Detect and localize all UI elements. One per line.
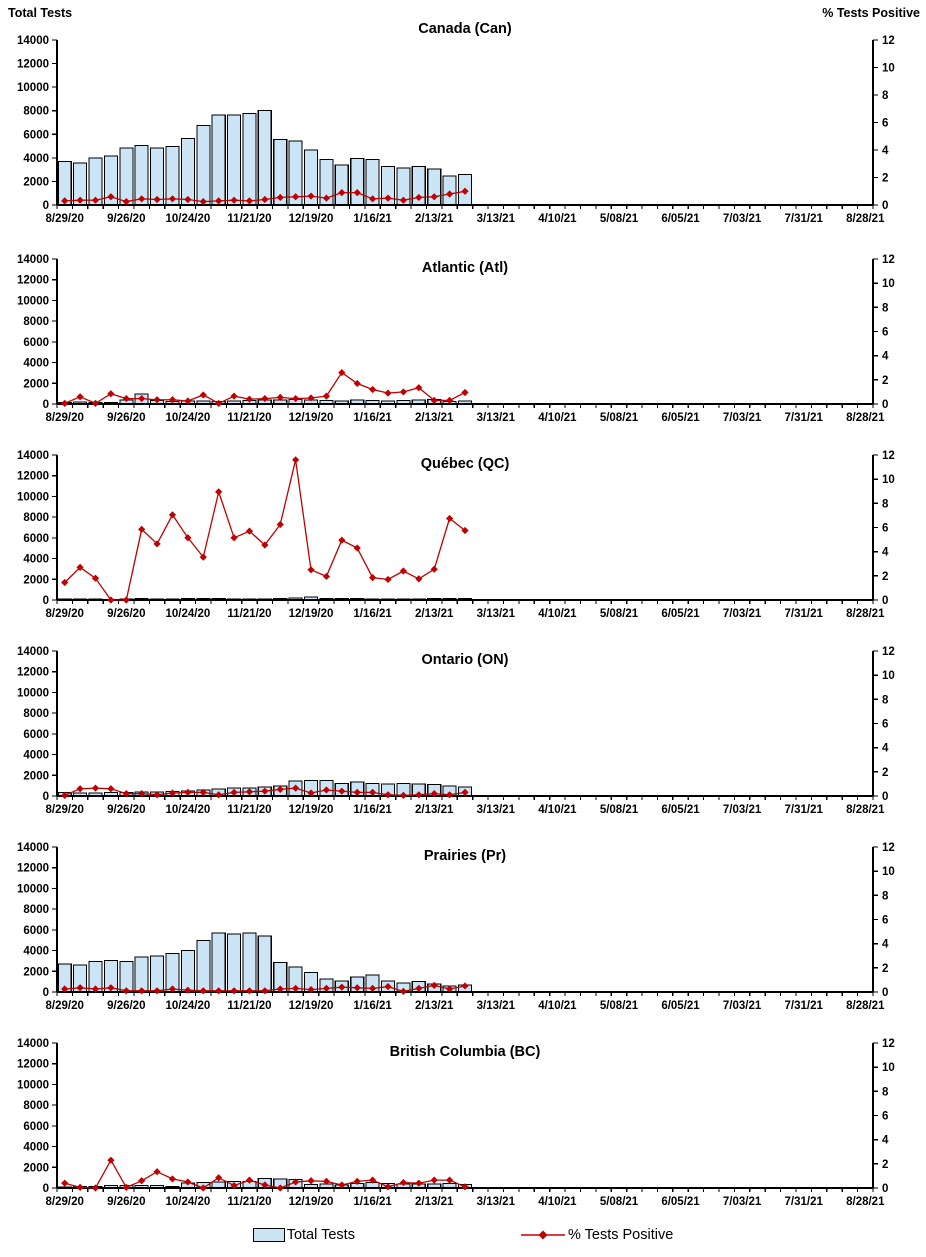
svg-text:2: 2 (882, 766, 889, 779)
svg-text:7/03/21: 7/03/21 (722, 1196, 762, 1208)
svg-text:6/05/21: 6/05/21 (661, 608, 700, 620)
svg-text:2000: 2000 (23, 378, 49, 391)
svg-text:6: 6 (882, 522, 889, 535)
svg-text:5/08/21: 5/08/21 (599, 1196, 639, 1208)
svg-text:14000: 14000 (17, 254, 49, 266)
svg-text:6000: 6000 (23, 532, 49, 545)
svg-text:3/13/21: 3/13/21 (476, 1000, 515, 1012)
svg-text:4/10/21: 4/10/21 (538, 1196, 577, 1208)
svg-text:7/03/21: 7/03/21 (722, 608, 762, 620)
svg-text:12: 12 (882, 254, 895, 266)
svg-text:5/08/21: 5/08/21 (599, 213, 639, 225)
svg-text:6: 6 (882, 117, 889, 130)
axes (52, 1043, 878, 1192)
svg-text:8000: 8000 (23, 316, 49, 329)
right-axis-title: % Tests Positive (822, 6, 920, 20)
ontario-chart (0, 624, 926, 820)
svg-text:7/31/21: 7/31/21 (784, 412, 823, 424)
svg-text:11/21/20: 11/21/20 (227, 1000, 272, 1012)
svg-text:0: 0 (882, 987, 889, 999)
svg-text:5/08/21: 5/08/21 (599, 412, 639, 424)
svg-text:6: 6 (882, 1110, 889, 1123)
svg-text:10000: 10000 (17, 883, 49, 896)
svg-text:10: 10 (882, 278, 895, 291)
svg-text:4: 4 (882, 742, 889, 755)
svg-text:8/29/20: 8/29/20 (45, 1196, 84, 1208)
svg-text:11/21/20: 11/21/20 (227, 608, 272, 620)
legend-pct-positive (520, 1227, 673, 1243)
svg-text:4000: 4000 (23, 553, 49, 566)
svg-text:7/03/21: 7/03/21 (722, 412, 762, 424)
svg-text:12000: 12000 (17, 470, 49, 483)
svg-text:7/03/21: 7/03/21 (722, 213, 762, 225)
svg-text:0: 0 (42, 791, 49, 803)
panel-title: British Columbia (BC) (389, 1044, 541, 1060)
svg-text:7/31/21: 7/31/21 (784, 1196, 823, 1208)
svg-text:10000: 10000 (17, 491, 49, 504)
svg-text:4/10/21: 4/10/21 (538, 1000, 577, 1012)
svg-text:10/24/20: 10/24/20 (165, 804, 211, 816)
svg-text:2/13/21: 2/13/21 (415, 1000, 454, 1012)
svg-text:7/31/21: 7/31/21 (784, 804, 823, 816)
svg-text:8/29/20: 8/29/20 (45, 804, 84, 816)
svg-text:8/29/20: 8/29/20 (45, 213, 84, 225)
svg-text:8000: 8000 (23, 708, 49, 721)
svg-text:4000: 4000 (23, 749, 49, 762)
svg-text:2/13/21: 2/13/21 (415, 804, 454, 816)
svg-text:12/19/20: 12/19/20 (288, 1000, 334, 1012)
chart-panel-quebec (0, 428, 926, 624)
svg-text:9/26/20: 9/26/20 (107, 1196, 146, 1208)
svg-text:5/08/21: 5/08/21 (599, 804, 639, 816)
chart-panel-ontario (0, 624, 926, 820)
svg-text:14000: 14000 (17, 35, 49, 47)
panel-title: Canada (Can) (418, 21, 512, 37)
svg-text:12/19/20: 12/19/20 (288, 213, 334, 225)
svg-text:2: 2 (882, 374, 889, 387)
svg-text:1/16/21: 1/16/21 (353, 412, 392, 424)
svg-text:6/05/21: 6/05/21 (661, 1000, 700, 1012)
chart-panel-prairies (0, 820, 926, 1016)
svg-text:0: 0 (882, 595, 889, 607)
svg-text:8/28/21: 8/28/21 (846, 412, 885, 424)
pct-positive-line (65, 460, 465, 600)
svg-text:4/10/21: 4/10/21 (538, 608, 577, 620)
svg-text:8000: 8000 (23, 512, 49, 525)
svg-text:9/26/20: 9/26/20 (107, 412, 146, 424)
svg-text:6/05/21: 6/05/21 (661, 213, 700, 225)
svg-text:0: 0 (882, 399, 889, 411)
svg-text:12: 12 (882, 450, 895, 462)
svg-text:10/24/20: 10/24/20 (165, 608, 211, 620)
svg-text:12/19/20: 12/19/20 (288, 412, 334, 424)
svg-text:8: 8 (882, 302, 889, 315)
svg-text:10000: 10000 (17, 295, 49, 308)
svg-text:12/19/20: 12/19/20 (288, 608, 334, 620)
svg-text:10/24/20: 10/24/20 (165, 1196, 211, 1208)
svg-text:10: 10 (882, 1062, 895, 1075)
svg-text:14000: 14000 (17, 646, 49, 658)
svg-text:6: 6 (882, 718, 889, 731)
svg-text:2000: 2000 (23, 966, 49, 979)
svg-text:0: 0 (882, 1183, 889, 1195)
svg-text:4/10/21: 4/10/21 (538, 412, 577, 424)
legend-pct-positive-label: % Tests Positive (567, 1226, 674, 1243)
svg-text:4/10/21: 4/10/21 (538, 213, 577, 225)
svg-text:9/26/20: 9/26/20 (107, 1000, 146, 1012)
svg-text:8000: 8000 (23, 105, 49, 118)
svg-text:10: 10 (882, 62, 895, 75)
chart-panel-bc (0, 1016, 926, 1212)
svg-text:10000: 10000 (17, 82, 49, 95)
svg-text:12000: 12000 (17, 666, 49, 679)
bc-chart (0, 1016, 926, 1212)
total-tests-swatch-icon (253, 1228, 285, 1242)
total-tests-bars (58, 111, 471, 205)
svg-text:6: 6 (882, 326, 889, 339)
svg-text:12: 12 (882, 35, 895, 47)
svg-text:1/16/21: 1/16/21 (353, 1000, 392, 1012)
svg-text:6000: 6000 (23, 924, 49, 937)
svg-text:10/24/20: 10/24/20 (165, 412, 211, 424)
svg-text:8: 8 (882, 890, 889, 903)
svg-text:4/10/21: 4/10/21 (538, 804, 577, 816)
svg-text:8000: 8000 (23, 904, 49, 917)
chart-legend (0, 1212, 926, 1257)
legend-total-tests-label: Total Tests (286, 1226, 355, 1243)
svg-text:12: 12 (882, 842, 895, 854)
svg-text:2/13/21: 2/13/21 (415, 412, 454, 424)
svg-text:10/24/20: 10/24/20 (165, 213, 211, 225)
svg-text:6000: 6000 (23, 336, 49, 349)
svg-text:3/13/21: 3/13/21 (476, 412, 515, 424)
chart-panel-canada (0, 0, 926, 232)
svg-text:1/16/21: 1/16/21 (353, 608, 392, 620)
svg-text:3/13/21: 3/13/21 (476, 1196, 515, 1208)
svg-text:9/26/20: 9/26/20 (107, 213, 146, 225)
svg-text:8: 8 (882, 90, 889, 102)
svg-text:8000: 8000 (23, 1100, 49, 1113)
svg-text:5/08/21: 5/08/21 (599, 608, 639, 620)
svg-text:2/13/21: 2/13/21 (415, 608, 454, 620)
svg-text:12/19/20: 12/19/20 (288, 1196, 334, 1208)
svg-text:12: 12 (882, 1038, 895, 1050)
svg-text:1/16/21: 1/16/21 (353, 804, 392, 816)
svg-text:3/13/21: 3/13/21 (476, 213, 515, 225)
axes (52, 259, 878, 408)
svg-text:6000: 6000 (23, 728, 49, 741)
legend-total-tests (253, 1227, 355, 1243)
svg-text:10: 10 (882, 866, 895, 879)
svg-text:0: 0 (42, 399, 49, 411)
svg-text:12: 12 (882, 646, 895, 658)
svg-text:10/24/20: 10/24/20 (165, 1000, 211, 1012)
svg-text:4000: 4000 (23, 1141, 49, 1154)
svg-text:14000: 14000 (17, 842, 49, 854)
svg-text:8: 8 (882, 498, 889, 511)
svg-text:0: 0 (42, 595, 49, 607)
svg-text:12000: 12000 (17, 274, 49, 287)
svg-text:10000: 10000 (17, 687, 49, 700)
svg-text:1/16/21: 1/16/21 (353, 1196, 392, 1208)
svg-text:7/31/21: 7/31/21 (784, 1000, 823, 1012)
svg-text:12000: 12000 (17, 862, 49, 875)
svg-text:2: 2 (882, 172, 889, 185)
total-tests-bars (58, 933, 471, 992)
svg-text:12/19/20: 12/19/20 (288, 804, 334, 816)
svg-text:3/13/21: 3/13/21 (476, 608, 515, 620)
svg-text:4: 4 (882, 350, 889, 363)
panel-title: Prairies (Pr) (423, 848, 507, 864)
svg-text:8/28/21: 8/28/21 (846, 1196, 885, 1208)
svg-text:11/21/20: 11/21/20 (227, 213, 272, 225)
svg-text:8/28/21: 8/28/21 (846, 1000, 885, 1012)
svg-text:8: 8 (882, 694, 889, 707)
svg-text:6/05/21: 6/05/21 (661, 804, 700, 816)
svg-text:4000: 4000 (23, 152, 49, 165)
svg-text:6000: 6000 (23, 129, 49, 142)
svg-text:2: 2 (882, 962, 889, 975)
svg-text:4: 4 (882, 1134, 889, 1147)
svg-text:2/13/21: 2/13/21 (415, 213, 454, 225)
svg-text:9/26/20: 9/26/20 (107, 608, 146, 620)
svg-text:12000: 12000 (17, 1058, 49, 1071)
svg-text:4000: 4000 (23, 357, 49, 370)
svg-text:14000: 14000 (17, 1038, 49, 1050)
svg-text:0: 0 (42, 1183, 49, 1195)
svg-text:6: 6 (882, 914, 889, 927)
svg-text:2/13/21: 2/13/21 (415, 1196, 454, 1208)
svg-text:7/03/21: 7/03/21 (722, 804, 762, 816)
svg-text:4: 4 (882, 938, 889, 951)
svg-text:8/29/20: 8/29/20 (45, 412, 84, 424)
svg-text:8/28/21: 8/28/21 (846, 213, 885, 225)
svg-text:8/29/20: 8/29/20 (45, 608, 84, 620)
svg-text:2: 2 (882, 570, 889, 583)
svg-text:1/16/21: 1/16/21 (353, 213, 392, 225)
panel-title: Atlantic (Atl) (421, 260, 509, 276)
svg-text:5/08/21: 5/08/21 (599, 1000, 639, 1012)
svg-text:7/31/21: 7/31/21 (784, 213, 823, 225)
svg-text:8/29/20: 8/29/20 (45, 1000, 84, 1012)
pct-positive-line-icon (520, 1229, 566, 1241)
svg-text:4: 4 (882, 145, 889, 157)
panel-title: Ontario (ON) (421, 652, 509, 668)
svg-text:2000: 2000 (23, 770, 49, 783)
svg-text:2000: 2000 (23, 1162, 49, 1175)
svg-text:6/05/21: 6/05/21 (661, 1196, 700, 1208)
svg-text:2: 2 (882, 1158, 889, 1171)
svg-text:7/03/21: 7/03/21 (722, 1000, 762, 1012)
svg-text:10: 10 (882, 474, 895, 487)
quebec-chart (0, 428, 926, 624)
svg-text:11/21/20: 11/21/20 (227, 412, 272, 424)
pct-positive-markers (61, 456, 469, 603)
svg-text:2000: 2000 (23, 574, 49, 587)
chart-panel-atlantic (0, 232, 926, 428)
svg-text:0: 0 (42, 200, 49, 212)
svg-text:4: 4 (882, 546, 889, 559)
svg-text:6000: 6000 (23, 1120, 49, 1133)
svg-text:12000: 12000 (17, 58, 49, 71)
svg-text:2000: 2000 (23, 176, 49, 189)
svg-text:4000: 4000 (23, 945, 49, 958)
svg-text:6/05/21: 6/05/21 (661, 412, 700, 424)
prairies-chart (0, 820, 926, 1016)
svg-text:3/13/21: 3/13/21 (476, 804, 515, 816)
left-axis-title: Total Tests (8, 6, 73, 20)
svg-text:0: 0 (882, 200, 889, 212)
svg-text:9/26/20: 9/26/20 (107, 804, 146, 816)
svg-text:7/31/21: 7/31/21 (784, 608, 823, 620)
svg-text:11/21/20: 11/21/20 (227, 1196, 272, 1208)
svg-text:10000: 10000 (17, 1079, 49, 1092)
svg-text:8/28/21: 8/28/21 (846, 608, 885, 620)
canada-chart (0, 0, 926, 232)
svg-text:0: 0 (882, 791, 889, 803)
svg-text:8/28/21: 8/28/21 (846, 804, 885, 816)
svg-text:14000: 14000 (17, 450, 49, 462)
atlantic-chart (0, 232, 926, 428)
svg-text:11/21/20: 11/21/20 (227, 804, 272, 816)
axes (52, 651, 878, 800)
panel-title: Québec (QC) (420, 456, 510, 472)
svg-text:10: 10 (882, 670, 895, 683)
svg-text:0: 0 (42, 987, 49, 999)
svg-text:8: 8 (882, 1086, 889, 1099)
